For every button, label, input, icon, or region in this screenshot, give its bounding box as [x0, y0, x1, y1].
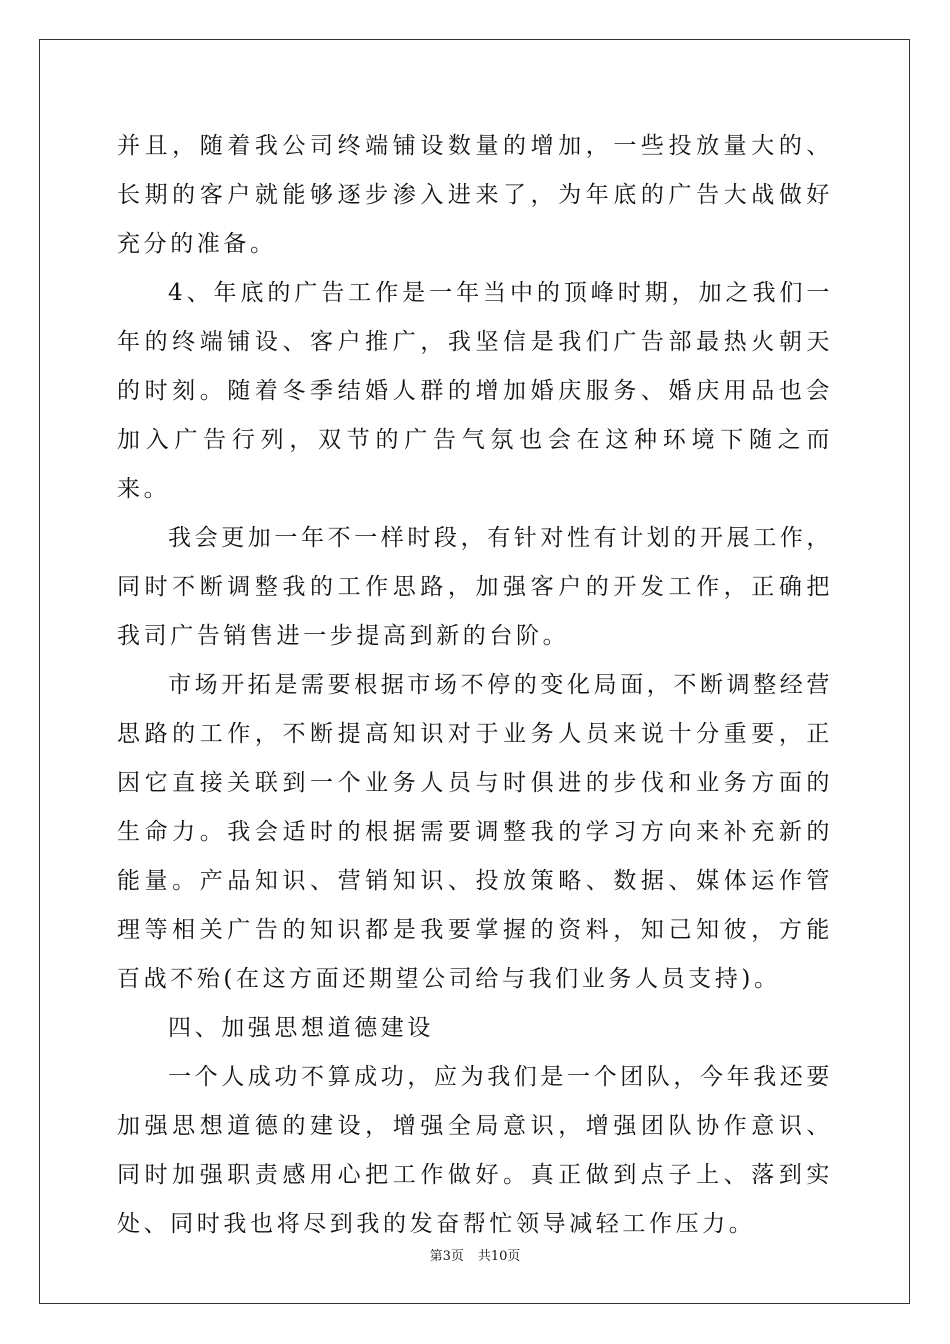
paragraph-continuation: 并且，随着我公司终端铺设数量的增加，一些投放量大的、长期的客户就能够逐步渗入进来了，为年底的广告大战做好充分的准备。 — [117, 133, 833, 257]
paragraph-market-expansion: 市场开拓是需要根据市场不停的变化局面，不断调整经营思路的工作，不断提高知识对于业务人员来说十分重要，正因它直接关联到一个业务人员与时俱进的步伐和业务方面的生命力。我会适时的根据需要调整我的学习方向来补充新的能量。产品知识、营销知识、投放策略、数据、媒体运作管理等相关广告的知识都是我要掌握的资料，知己知彼，方能百战不殆(在这方面还期望公司给与我们业务人员支持)。 — [117, 672, 833, 992]
page-number: 第3页 — [429, 1249, 464, 1264]
document-body — [117, 122, 833, 1249]
page-footer — [0, 1248, 950, 1266]
paragraph-work-plan: 我会更加一年不一样时段，有针对性有计划的开展工作，同时不断调整我的工作思路，加强客户的开发工作，正确把我司广告销售进一步提高到新的台阶。 — [117, 525, 833, 649]
paragraph-year-end-ads: 4、年底的广告工作是一年当中的顶峰时期，加之我们一年的终端铺设、客户推广，我坚信是我们广告部最热火朝天的时刻。随着冬季结婚人群的增加婚庆服务、婚庆用品也会加入广告行列，双节的广告气氛也会在这种环境下随之而来。 — [117, 280, 833, 502]
page-total: 共10页 — [477, 1249, 521, 1264]
paragraph-moral-building: 一个人成功不算成功，应为我们是一个团队，今年我还要加强思想道德的建设，增强全局意识，增强团队协作意识、同时加强职责感用心把工作做好。真正做到点子上、落到实处、同时我也将尽到我的发奋帮忙领导减轻工作压力。 — [117, 1064, 833, 1237]
section-heading: 四、加强思想道德建设 — [168, 1015, 434, 1041]
